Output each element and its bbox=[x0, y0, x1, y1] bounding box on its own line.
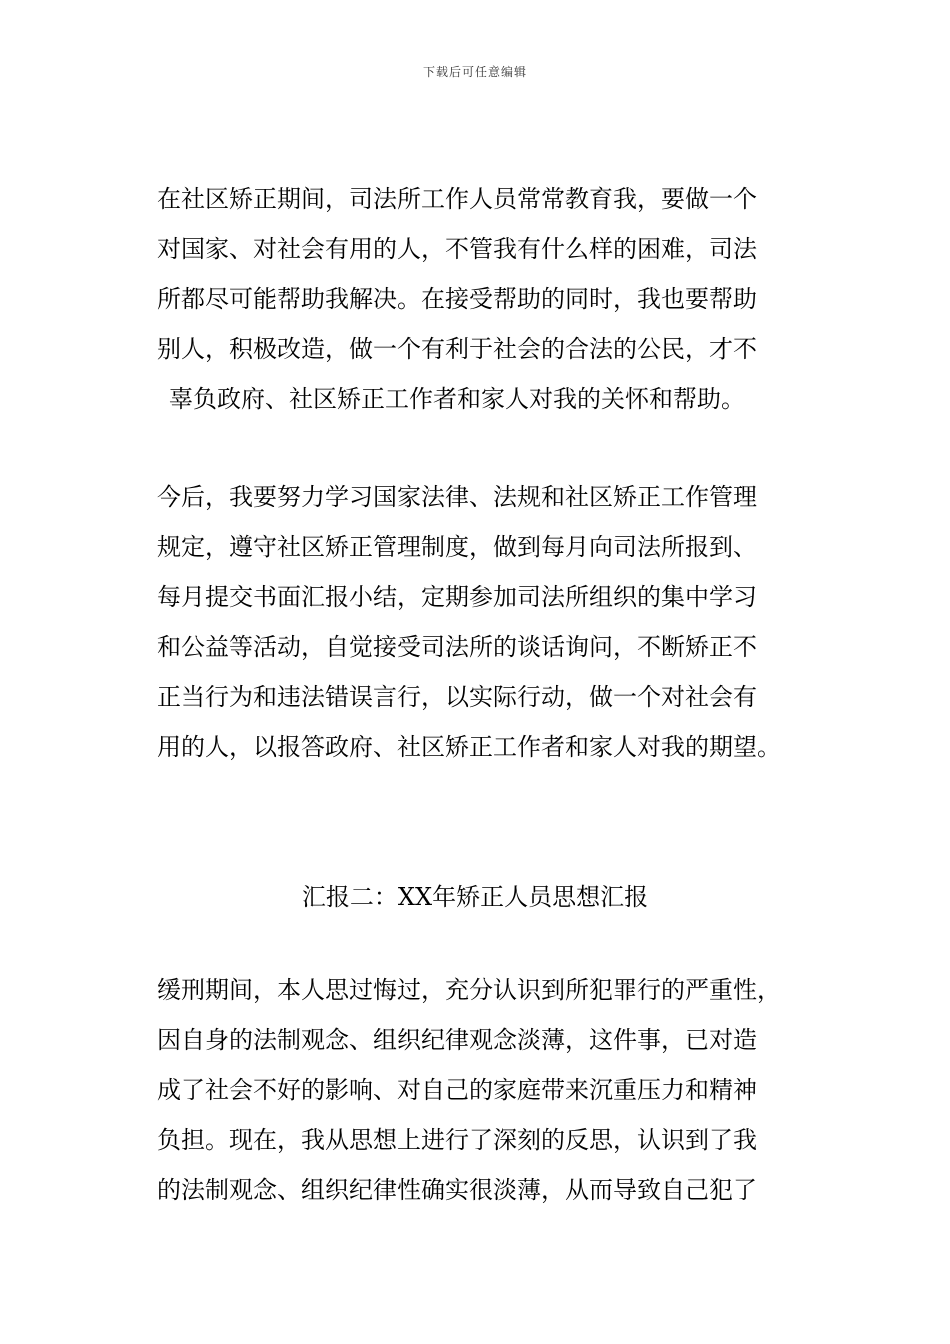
paragraph-line: 因自身的法制观念、组织纪律观念淡薄，这件事，已对造 bbox=[157, 1026, 757, 1054]
paragraph-line: 和公益等活动，自觉接受司法所的谈话询问，不断矫正不 bbox=[157, 633, 757, 661]
header-note: 下载后可任意编辑 bbox=[422, 65, 527, 79]
paragraph-line: 成了社会不好的影响、对自己的家庭带来沉重压力和精神 bbox=[157, 1076, 757, 1104]
paragraph-line: 每月提交书面汇报小结，定期参加司法所组织的集中学习 bbox=[157, 583, 757, 611]
paragraph-line: 正当行为和违法错误言行，以实际行动，做一个对社会有 bbox=[157, 683, 757, 711]
paragraph-line: 别人，积极改造，做一个有利于社会的合法的公民，才不 bbox=[157, 335, 757, 363]
paragraph-line: 负担。现在，我从思想上进行了深刻的反思，认识到了我 bbox=[157, 1126, 757, 1154]
paragraph-line: 的法制观念、组织纪律性确实很淡薄，从而导致自己犯了 bbox=[157, 1176, 757, 1204]
paragraph-line: 所都尽可能帮助我解决。在接受帮助的同时，我也要帮助 bbox=[157, 285, 757, 313]
paragraph-1 bbox=[157, 174, 807, 424]
paragraph-line: 对国家、对社会有用的人，不管我有什么样的困难，司法 bbox=[157, 235, 757, 263]
paragraph-line: 今后，我要努力学习国家法律、法规和社区矫正工作管理 bbox=[157, 483, 757, 511]
paragraph-line: 用的人，以报答政府、社区矫正工作者和家人对我的期望。 bbox=[157, 733, 781, 761]
paragraph-line: 规定，遵守社区矫正管理制度，做到每月向司法所报到、 bbox=[157, 533, 757, 561]
paragraph-line: 缓刑期间，本人思过悔过，充分认识到所犯罪行的严重性， bbox=[157, 976, 781, 1004]
section-title: 汇报二：XX年矫正人员思想汇报 bbox=[301, 883, 649, 911]
paragraph-2 bbox=[157, 472, 807, 772]
paragraph-line: 辜负政府、社区矫正工作者和家人对我的关怀和帮助。 bbox=[169, 385, 745, 413]
paragraph-3 bbox=[157, 965, 807, 1215]
paragraph-line: 在社区矫正期间，司法所工作人员常常教育我，要做一个 bbox=[157, 185, 757, 213]
